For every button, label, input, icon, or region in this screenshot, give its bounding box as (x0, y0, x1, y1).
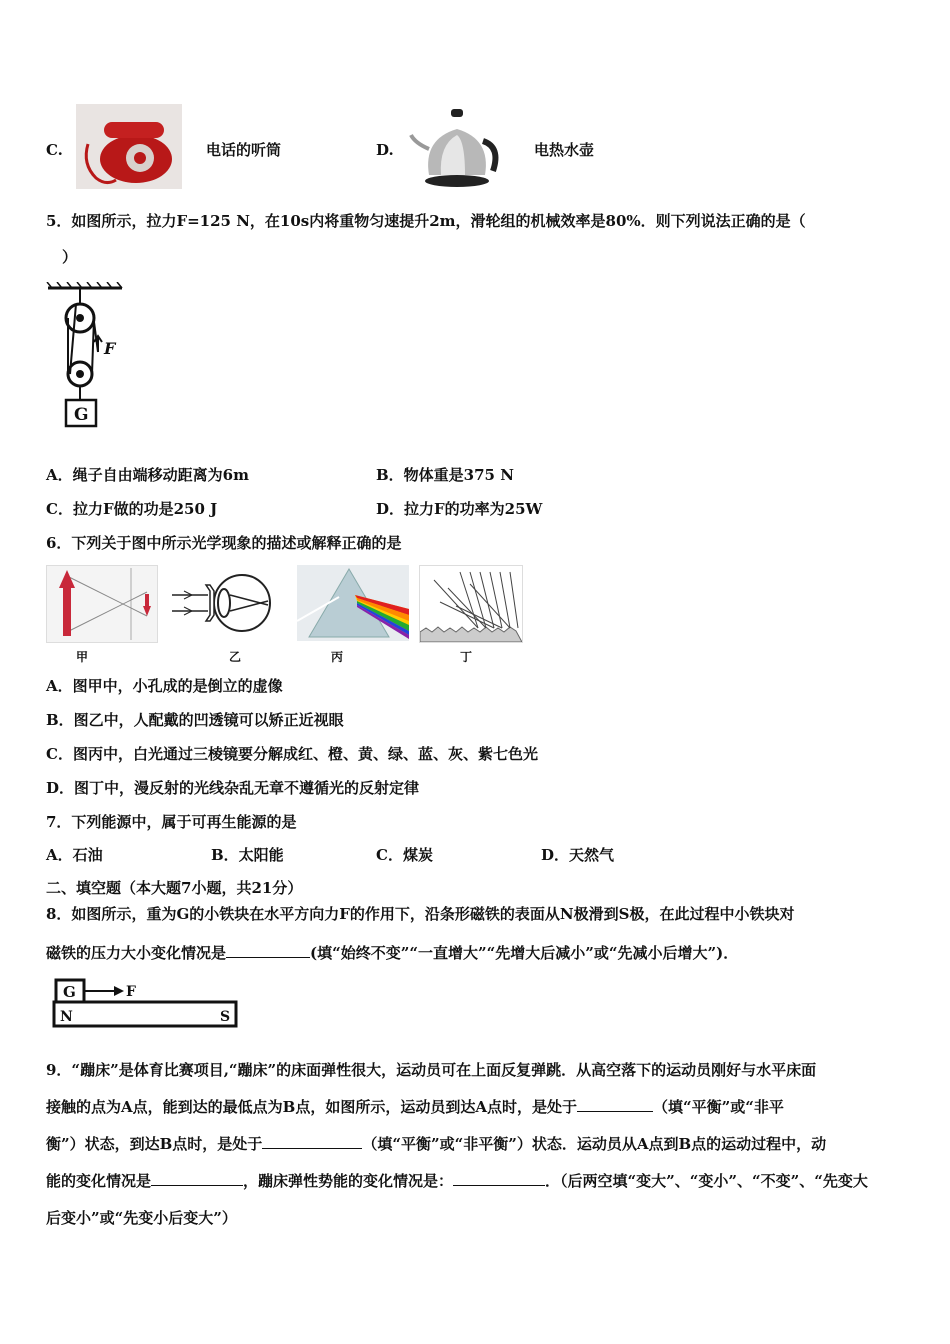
caption-ding: 丁 (460, 650, 473, 664)
q8-line2-a: 磁铁的压力大小变化情况是 (46, 944, 227, 962)
option-d-label: D. (376, 141, 394, 159)
caption-yi: 乙 (229, 650, 242, 664)
q7-option-d: D．天然气 (541, 846, 615, 864)
q9-line5: 后变小”或“先变小后变大”） (46, 1209, 237, 1227)
q6-option-c: C．图丙中，白光通过三棱镜要分解成红、橙、黄、绿、蓝、灰、紫七色光 (46, 745, 538, 763)
q8-blank (226, 941, 310, 958)
q9-line2-a: 接触的点为A点，能到达的最低点为B点，如图所示，运动员到达A点时，是处于 (46, 1098, 577, 1116)
magnet-s-label: S (220, 1009, 231, 1025)
section2-title: 二、填空题（本大题7小题，共21分） (46, 879, 303, 897)
diffuse-reflection-image (419, 565, 523, 643)
pulley-weight-label: G (74, 405, 89, 425)
q6-option-b: B．图乙中，人配戴的凹透镜可以矫正近视眼 (46, 711, 344, 729)
q5-option-b: B．物体重是375 N (376, 466, 514, 484)
option-c-text: 电话的听筒 (206, 141, 282, 159)
prism-image (297, 565, 409, 641)
q6-option-d: D．图丁中，漫反射的光线杂乱无章不遵循光的反射定律 (46, 779, 420, 797)
q9-line2 (46, 1089, 908, 1126)
magnet-n-label: N (60, 1009, 73, 1025)
q9-line4-b: ，蹦床弹性势能的变化情况是： (243, 1172, 454, 1190)
q9-paragraph (46, 1052, 908, 1237)
q7-option-a: A．石油 (46, 846, 103, 864)
q8-line2 (46, 941, 738, 963)
q9-line4-c: ．（后两空填“变大”、“变小”、“不变”、“先变大 (545, 1172, 868, 1190)
q9-line3-b: （填“平衡”或“非平衡”）状态．运动员从A点到B点的运动过程中，动 (362, 1135, 827, 1153)
q8-line1: 8．如图所示，重为G的小铁块在水平方向力F的作用下，沿条形磁铁的表面从N极滑到S极，在此过程中小铁块对 (46, 905, 795, 923)
option-c-label: C. (46, 141, 63, 159)
q9-line3 (46, 1126, 908, 1163)
magnet-diagram (50, 976, 240, 1030)
q6-option-a: A．图甲中，小孔成的是倒立的虚像 (46, 677, 283, 695)
q9-line3-a: 衡”）状态，到达B点时，是处于 (46, 1135, 263, 1153)
q6-stem: 6．下列关于图中所示光学现象的描述或解释正确的是 (46, 534, 402, 552)
eye-lens-image (170, 565, 288, 641)
q9-blank-1 (577, 1095, 653, 1112)
q5-stem-line1: 5．如图所示，拉力F=125 N，在10s内将重物匀速提升2m，滑轮组的机械效率是80%．则下列说法正确的是（ (46, 212, 806, 230)
q7-option-b: B．太阳能 (211, 846, 284, 864)
q9-blank-3 (151, 1169, 243, 1186)
q9-blank-2 (262, 1132, 362, 1149)
q8-line2-b: (填“始终不变”“一直增大”“先增大后减小”或“先减小后增大”)． (310, 944, 739, 962)
q5-option-a: A．绳子自由端移动距离为6m (46, 466, 249, 484)
q9-line2-b: （填“平衡”或“非平 (652, 1098, 784, 1116)
caption-jia: 甲 (76, 650, 89, 664)
pinhole-image (46, 565, 158, 643)
q9-blank-4 (453, 1169, 545, 1186)
option-d-text: 电热水壶 (534, 141, 595, 159)
q9-line1: 9．“蹦床”是体育比赛项目,“蹦床”的床面弹性很大，运动员可在上面反复弹跳．从高空落下的运动员刚好与水平床面 (46, 1061, 817, 1079)
q9-line4-a: 能的变化情况是 (46, 1172, 152, 1190)
telephone-image (76, 104, 182, 189)
q5-option-c: C．拉力F做的功是250 J (46, 500, 218, 518)
q7-stem: 7．下列能源中，属于可再生能源的是 (46, 813, 297, 831)
pulley-force-label: F (104, 339, 116, 358)
magnet-block-label: G (63, 983, 76, 1001)
q5-option-d: D．拉力F的功率为25W (376, 500, 543, 518)
caption-bing: 丙 (331, 650, 344, 664)
pulley-diagram (46, 282, 124, 430)
q7-option-c: C．煤炭 (376, 846, 433, 864)
magnet-force-label: F (126, 984, 136, 1000)
q9-line4 (46, 1163, 908, 1200)
kettle-image (405, 101, 507, 189)
q5-stem-line2: ） (62, 248, 78, 266)
